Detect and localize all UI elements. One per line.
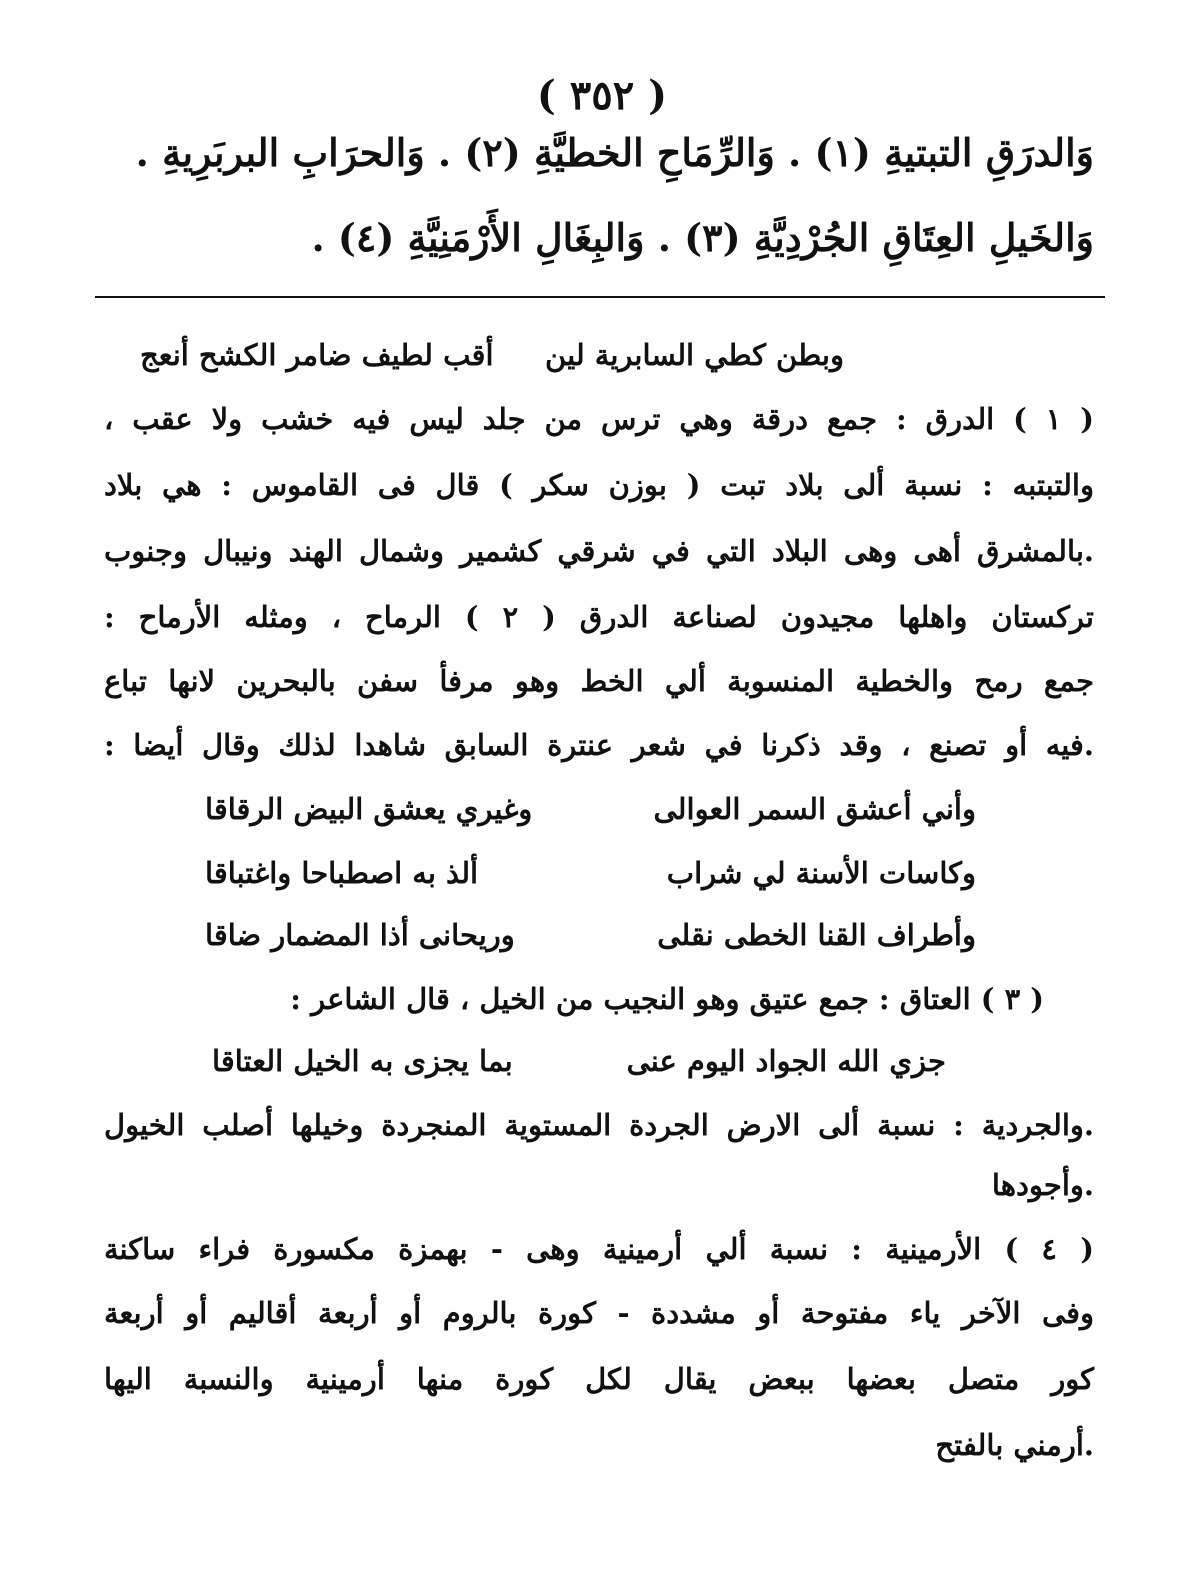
verse-hemistich-left: ألذ به اصطباحا واغتباقا bbox=[205, 856, 479, 890]
poem-verse-2 bbox=[0, 856, 1204, 908]
footnote-3-intro: ( ٣ ) العتاق : جمع عتيق وهو النجيب من الخيل ، قال الشاعر : bbox=[290, 982, 1044, 1016]
footnote-4-line-2: وفى الآخر ياء مفتوحة أو مشددة - كورة بالروم أو أربعة أقاليم أو أربعة bbox=[104, 1296, 1094, 1330]
footnote-3-line-2: .وأجودها bbox=[991, 1168, 1094, 1202]
footnote-3-line-1: .والجردية : نسبة ألى الارض الجردة المستوية المنجردة وخيلها أصلب الخيول bbox=[104, 1108, 1094, 1142]
footnote-2-line-2: جمع رمح والخطية المنسوبة ألي الخط وهو مرفأ سفن بالبحرين لانها تباع bbox=[104, 664, 1094, 698]
verse-hemistich-right: وأطراف القنا الخطى نقلى bbox=[657, 918, 976, 952]
main-text-line-1: وَالدرَقِ التبتيةِ (١) . وَالرِّمَاحِ الخطيَّةِ (٢) . وَالحرَابِ البربَرِيةِ . bbox=[135, 130, 1094, 175]
footnote-4-line-3: كور متصل بعضها ببعض يقال لكل كورة منها أرمينية والنسبة اليها bbox=[104, 1362, 1094, 1396]
verse-hemistich-left: وريحانى أذا المضمار ضاقا bbox=[205, 918, 515, 952]
main-text-line-2: وَالخَيلِ العِتَاقِ الجُرْدِيَّةِ (٣) . وَالبِغَالِ الأَرْمَنِيَّةِ (٤) . bbox=[311, 215, 1094, 260]
poem-verse-1 bbox=[0, 792, 1204, 844]
footnote-2-line-1: تركستان واهلها مجيدون لصناعة الدرق ( ٢ ) الرماح ، ومثله الأرماح : bbox=[104, 600, 1094, 634]
footnote-1-line-1: ( ١ ) الدرق : جمع درقة وهي ترس من جلد ليس فيه خشب ولا عقب ، bbox=[104, 402, 1094, 436]
opening-verse bbox=[0, 338, 1204, 390]
footnote-1-line-3: .بالمشرق أهى وهى البلاد التي في شرقي كشمير وشمال الهند ونيبال وجنوب bbox=[104, 534, 1094, 568]
footnote-1-line-2: والتبتبه : نسبة ألى بلاد تبت ( بوزن سكر ) قال فى القاموس : هي بلاد bbox=[104, 468, 1094, 502]
poem-2-verse bbox=[0, 1044, 1204, 1096]
verse-hemistich-left: بما يجزى به الخيل العتاقا bbox=[212, 1044, 513, 1078]
verse-hemistich-right: جزي الله الجواد اليوم عنى bbox=[626, 1044, 946, 1078]
footnote-2-line-3: .فيه أو تصنع ، وقد ذكرنا في شعر عنترة السابق شاهدا لذلك وقال أيضا : bbox=[104, 728, 1094, 762]
footnote-divider bbox=[95, 296, 1105, 298]
verse-hemistich-left: وغيري يعشق البيض الرقاقا bbox=[205, 792, 533, 826]
verse-hemistich-right: وأني أعشق السمر العوالى bbox=[653, 792, 976, 826]
verse-hemistich-left: أقب لطيف ضامر الكشح أنعج bbox=[140, 338, 494, 372]
page-number: ( ٣٥٢ ) bbox=[536, 72, 668, 119]
footnote-4-line-1: ( ٤ ) الأرمينية : نسبة ألي أرمينية وهى - بهمزة مكسورة فراء ساكنة bbox=[104, 1232, 1094, 1266]
footnote-4-line-4: .أرمني بالفتح bbox=[935, 1428, 1094, 1462]
verse-hemistich-right: وبطن كطي السابرية لين bbox=[545, 338, 844, 372]
verse-hemistich-right: وكاسات الأسنة لي شراب bbox=[666, 856, 976, 890]
poem-verse-3 bbox=[0, 918, 1204, 970]
